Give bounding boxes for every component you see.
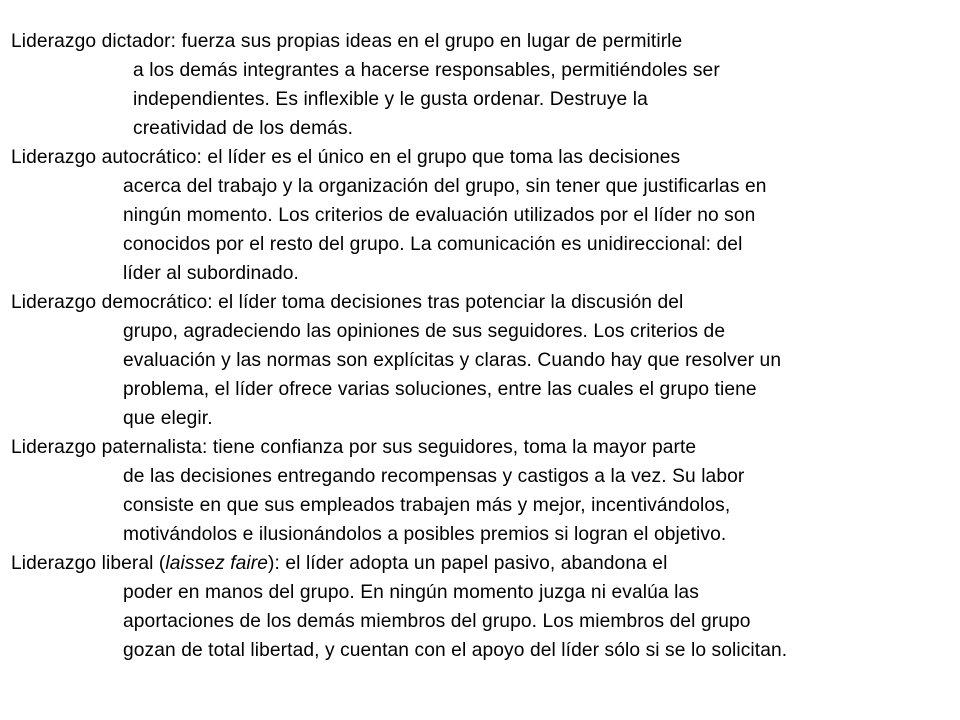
paragraph-paternalista-line-1: Liderazgo paternalista: tiene confianza por sus seguidores, toma la mayor parte xyxy=(11,437,697,458)
paragraph-autocratico-line-4: conocidos por el resto del grupo. La comunicación es unidireccional: del xyxy=(123,234,743,255)
paragraph-democratico-line-5: que elegir. xyxy=(123,408,213,429)
paragraph-paternalista-line-2: de las decisiones entregando recompensas y castigos a la vez. Su labor xyxy=(123,466,745,487)
liberal-line-1-italic: laissez faire xyxy=(165,553,269,574)
liberal-line-1-pre: Liderazgo liberal ( xyxy=(11,553,166,574)
paragraph-liberal-line-1 xyxy=(11,549,667,578)
liberal-line-1-post: ): el líder adopta un papel pasivo, abandona el xyxy=(268,553,668,574)
paragraph-democratico-line-2: grupo, agradeciendo las opiniones de sus seguidores. Los criterios de xyxy=(123,321,726,342)
paragraph-liberal-line-2: poder en manos del grupo. En ningún momento juzga ni evalúa las xyxy=(123,582,699,603)
paragraph-paternalista-line-4: motivándolos e ilusionándolos a posibles premios si logran el objetivo. xyxy=(123,524,727,545)
paragraph-autocratico-line-1: Liderazgo autocrático: el líder es el único en el grupo que toma las decisiones xyxy=(11,147,681,168)
paragraph-dictador-line-1: Liderazgo dictador: fuerza sus propias ideas en el grupo en lugar de permitirle xyxy=(11,31,683,52)
paragraph-democratico-line-1: Liderazgo democrático: el líder toma decisiones tras potenciar la discusión del xyxy=(11,292,684,313)
paragraph-autocratico-line-5: líder al subordinado. xyxy=(123,263,299,284)
paragraph-democratico-line-4: problema, el líder ofrece varias soluciones, entre las cuales el grupo tiene xyxy=(123,379,757,400)
paragraph-democratico-line-3: evaluación y las normas son explícitas y claras. Cuando hay que resolver un xyxy=(123,350,782,371)
paragraph-liberal-line-3: aportaciones de los demás miembros del grupo. Los miembros del grupo xyxy=(123,611,751,632)
paragraph-dictador-line-3: independientes. Es inflexible y le gusta ordenar. Destruye la xyxy=(133,89,648,110)
paragraph-dictador-line-2: a los demás integrantes a hacerse responsables, permitiéndoles ser xyxy=(133,60,720,81)
paragraph-paternalista-line-3: consiste en que sus empleados trabajen más y mejor, incentivándolos, xyxy=(123,495,731,516)
paragraph-autocratico-line-3: ningún momento. Los criterios de evaluación utilizados por el líder no son xyxy=(123,205,756,226)
paragraph-dictador-line-4: creatividad de los demás. xyxy=(133,118,354,139)
paragraph-autocratico-line-2: acerca del trabajo y la organización del grupo, sin tener que justificarlas en xyxy=(123,176,767,197)
paragraph-liberal-line-4: gozan de total libertad, y cuentan con el apoyo del líder sólo si se lo solicitan. xyxy=(123,640,788,661)
